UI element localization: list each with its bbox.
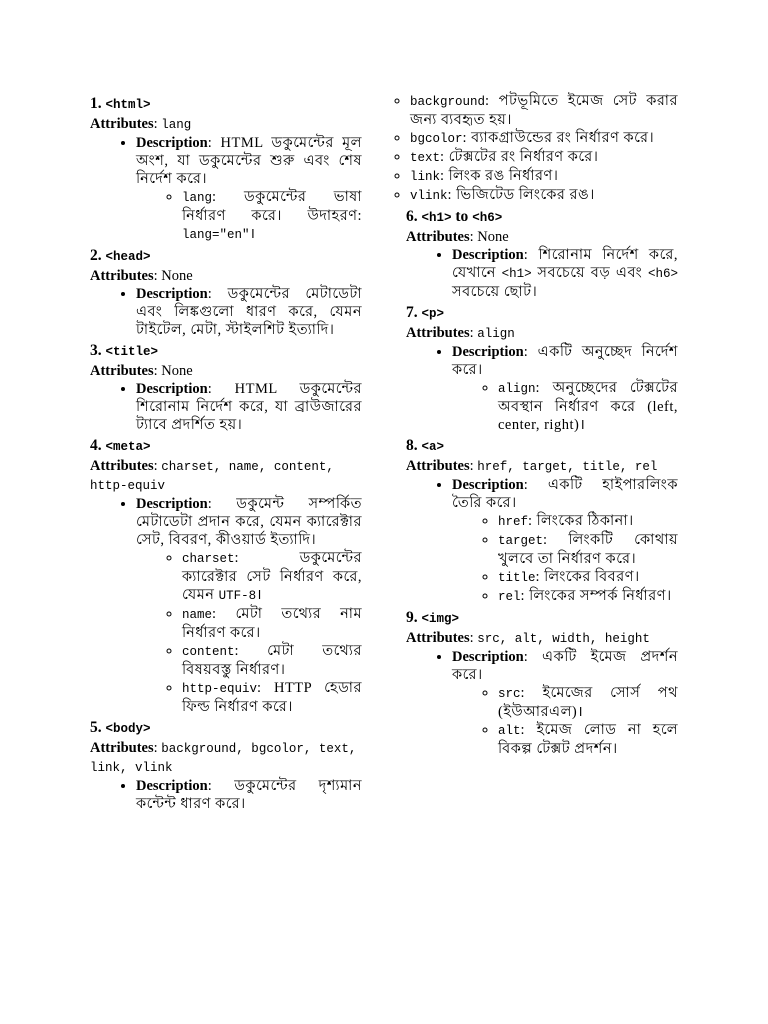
attribute-item — [498, 721, 678, 758]
attributes-value: background, bgcolor, text, link, vlink — [90, 742, 357, 775]
description-text: : HTML ডকুমেন্টের শিরোনাম নির্দেশ করে, যা ব্রাউজারের ট্যাবে প্রদর্শিত হয়। — [136, 381, 362, 433]
attribute-name: rel — [498, 590, 521, 604]
description-text: : একটি হাইপারলিংক তৈরি করে। — [452, 477, 678, 511]
attribute-name: title — [498, 571, 536, 585]
attribute-item — [182, 642, 362, 679]
attribute-description: : HTTP হেডার ফিল্ড নির্ধারণ করে। — [182, 680, 362, 715]
attribute-description: : ইমেজের সোর্স পথ (ইউআরএল) — [498, 685, 678, 720]
description-item — [452, 343, 678, 434]
description-text: সবচেয়ে বড় এবং — [531, 265, 648, 281]
attribute-description: : মেটা তথ্যের বিষয়বস্তু নির্ধারণ। — [182, 643, 362, 678]
description-list — [90, 380, 362, 434]
description-label: Description — [136, 778, 208, 794]
section-number: 1. — [90, 95, 106, 112]
description-list — [90, 285, 362, 339]
attribute-list — [452, 684, 678, 758]
attribute-description: : লিংকের ঠিকানা। — [528, 513, 634, 529]
attributes-label: Attributes — [406, 630, 470, 646]
attributes-colon: : — [469, 229, 478, 245]
attributes-line — [406, 228, 678, 246]
section-title — [406, 436, 678, 457]
description-text: : শিরোনাম নির্দেশ করে, যেখানে — [452, 247, 678, 281]
attributes-value: None — [161, 363, 193, 379]
body-attribute-list — [318, 92, 678, 205]
attribute-tail: । — [579, 417, 585, 433]
section-number: 3. — [90, 342, 106, 359]
section-number: 5. — [90, 719, 106, 736]
section-number: 9. — [406, 609, 422, 626]
attribute-name: href — [498, 515, 529, 529]
attribute-item — [498, 587, 678, 606]
section-tag: <body> — [105, 722, 151, 736]
description-list — [406, 648, 678, 758]
description-label: Description — [136, 286, 208, 302]
attribute-item — [498, 568, 678, 587]
attributes-colon: : — [153, 268, 162, 284]
attribute-name: content — [182, 645, 235, 659]
attribute-description: : লিংকের বিবরণ। — [535, 569, 640, 585]
attribute-item — [410, 129, 678, 148]
attributes-colon: : — [153, 116, 162, 132]
attribute-name: bgcolor — [410, 132, 463, 146]
attribute-description: : ডকুমেন্টের ভাষা নির্ধারণ করে। উদাহরণ: — [182, 189, 362, 224]
section-title — [90, 718, 362, 739]
description-list — [406, 476, 678, 606]
description-item — [136, 285, 362, 339]
section-title — [406, 207, 678, 228]
description-text: : ডকুমেন্টের দৃশ্যমান কন্টেন্ট ধারণ করে। — [136, 778, 362, 812]
description-label: Description — [452, 477, 524, 493]
description-label: Description — [452, 344, 524, 360]
description-text: : HTML ডকুমেন্টের মূল অংশ, যা ডকুমেন্টের শুরু এবং শেষ নির্দেশ করে। — [136, 135, 362, 187]
attribute-name: target — [498, 534, 544, 548]
attribute-item — [182, 549, 362, 605]
section-tag: <html> — [105, 98, 151, 112]
attributes-line — [406, 629, 678, 648]
attributes-line — [406, 457, 678, 476]
tag-section — [90, 246, 362, 339]
attributes-label: Attributes — [90, 116, 154, 132]
description-label: Description — [452, 649, 524, 665]
attribute-name: text — [410, 151, 441, 165]
attribute-item — [498, 379, 678, 434]
attribute-description: : লিংকটি কোথায় খুলবে তা নির্ধারণ করে। — [498, 532, 678, 567]
description-text: : একটি ইমেজ প্রদর্শন করে। — [452, 649, 678, 683]
description-list — [406, 246, 678, 301]
attributes-label: Attributes — [90, 363, 154, 379]
description-item — [452, 648, 678, 758]
attributes-line — [406, 324, 678, 343]
attribute-name: link — [410, 170, 441, 184]
description-item — [136, 777, 362, 813]
attribute-list — [452, 379, 678, 434]
attributes-label: Attributes — [90, 458, 154, 474]
attributes-value: lang — [161, 118, 192, 132]
description-list — [406, 343, 678, 434]
tag-section — [406, 207, 678, 301]
section-title — [406, 608, 678, 629]
attributes-line — [90, 267, 362, 285]
attributes-value: src, alt, width, height — [477, 632, 650, 646]
tag-section — [90, 436, 362, 716]
attribute-name: charset — [182, 552, 235, 566]
attributes-colon: : — [153, 740, 162, 756]
attribute-name: alt — [498, 724, 521, 738]
attribute-tail: । — [577, 704, 583, 720]
attribute-list — [452, 512, 678, 606]
attribute-description: : লিংকের সম্পর্ক নির্ধারণ। — [520, 588, 672, 604]
section-tag: <h1> — [421, 211, 452, 225]
attribute-name: http-equiv — [182, 682, 258, 696]
section-title — [90, 341, 362, 362]
tag-section — [90, 718, 362, 813]
section-title — [406, 303, 678, 324]
attribute-description: : ইমেজ লোড না হলে বিকল্প টেক্সট প্রদর্শন। — [498, 722, 678, 757]
attributes-label: Attributes — [90, 268, 154, 284]
attributes-colon: : — [153, 363, 162, 379]
attributes-colon: : — [153, 458, 162, 474]
attribute-name: src — [498, 687, 521, 701]
attribute-description: : ভিজিটেড লিংকের রঙ। — [447, 187, 595, 203]
attribute-description: : ব্যাকগ্রাউন্ডের রং নির্ধারণ করে। — [462, 130, 655, 146]
attributes-colon: : — [469, 325, 478, 341]
description-text: : ডকুমেন্ট সম্পর্কিত মেটাডেটা প্রদান করে, যেমন ক্যারেক্টার সেট, বিবরণ, কীওয়ার্ড ইত্যাদি। — [136, 496, 362, 548]
section-tag: <a> — [421, 440, 445, 454]
description-label: Description — [136, 135, 208, 151]
attribute-item — [410, 167, 678, 186]
section-number: 6. — [406, 208, 422, 225]
attribute-list — [136, 549, 362, 716]
attribute-name: lang — [182, 191, 213, 205]
description-text: সবচেয়ে ছোট। — [452, 284, 538, 300]
attribute-example: UTF-8 — [218, 589, 257, 603]
attribute-description: : ডকুমেন্টের ক্যারেক্টার সেট নির্ধারণ করে, যেমন — [182, 550, 362, 603]
section-tag: <head> — [105, 250, 151, 264]
section-tag-end: <h6> — [472, 211, 503, 225]
attribute-tail: । — [249, 226, 256, 242]
description-label: Description — [136, 496, 208, 512]
attributes-value: charset, name, content, http-equiv — [90, 460, 334, 493]
attribute-description: : টেক্সটের রং নির্ধারণ করে। — [440, 149, 599, 165]
attributes-value: align — [477, 327, 515, 341]
description-item — [136, 495, 362, 716]
attributes-label: Attributes — [406, 325, 470, 341]
attributes-label: Attributes — [90, 740, 154, 756]
attributes-line — [90, 739, 362, 777]
tag-section — [90, 341, 362, 434]
attribute-description: : মেটা তথ্যের নাম নির্ধারণ করে। — [182, 606, 362, 641]
description-item — [452, 246, 678, 301]
attribute-description: : লিংক রঙ নির্ধারণ। — [440, 168, 559, 184]
description-item — [136, 380, 362, 434]
attribute-name: name — [182, 608, 213, 622]
attribute-example: lang="en" — [182, 228, 250, 242]
attribute-item — [182, 605, 362, 642]
attributes-colon: : — [469, 458, 478, 474]
inline-code: <h1> — [501, 267, 532, 281]
attribute-item — [410, 92, 678, 129]
section-number: 8. — [406, 437, 422, 454]
attribute-item — [498, 531, 678, 568]
tag-section — [406, 608, 678, 758]
attribute-name: align — [498, 382, 536, 396]
attribute-description: : অনুচ্ছেদের টেক্সটের অবস্থান নির্ধারণ করে (left, center, right) — [498, 380, 678, 433]
tag-section — [406, 303, 678, 434]
section-tag: <img> — [421, 612, 460, 626]
attributes-value: None — [477, 229, 509, 245]
inline-code: <h6> — [647, 267, 678, 281]
attributes-line — [90, 362, 362, 380]
attributes-colon: : — [469, 630, 478, 646]
description-item — [452, 476, 678, 606]
attributes-value: href, target, title, rel — [477, 460, 658, 474]
attribute-item — [182, 679, 362, 716]
description-label: Description — [136, 381, 208, 397]
description-text: : ডকুমেন্টের মেটাডেটা এবং লিঙ্কগুলো ধারণ করে, যেমন টাইটেল, মেটা, স্টাইলশিট ইত্যাদি। — [136, 286, 362, 338]
attributes-line — [90, 457, 362, 495]
attributes-label: Attributes — [406, 229, 470, 245]
section-tag: <meta> — [105, 440, 151, 454]
section-number: 4. — [90, 437, 106, 454]
right-column — [406, 92, 678, 758]
section-number: 2. — [90, 247, 106, 264]
section-tag: <title> — [105, 345, 159, 359]
tag-section — [406, 436, 678, 606]
description-list — [90, 495, 362, 716]
attribute-item — [410, 148, 678, 167]
attribute-name: vlink — [410, 189, 448, 203]
attributes-label: Attributes — [406, 458, 470, 474]
attributes-value: None — [161, 268, 193, 284]
section-title — [90, 246, 362, 267]
section-tag-mid: to — [451, 208, 473, 225]
attribute-item — [498, 512, 678, 531]
description-list — [90, 777, 362, 813]
section-tag: <p> — [421, 307, 445, 321]
attribute-tail: । — [256, 587, 262, 603]
attribute-item — [410, 186, 678, 205]
section-title — [90, 436, 362, 457]
attribute-name: background — [410, 95, 486, 109]
section-number: 7. — [406, 304, 422, 321]
attribute-description: : পটভূমিতে ইমেজ সেট করার জন্য ব্যবহৃত হয়। — [410, 93, 678, 128]
description-text: : একটি অনুচ্ছেদ নির্দেশ করে। — [452, 344, 678, 378]
description-label: Description — [452, 247, 524, 263]
attribute-item — [498, 684, 678, 721]
